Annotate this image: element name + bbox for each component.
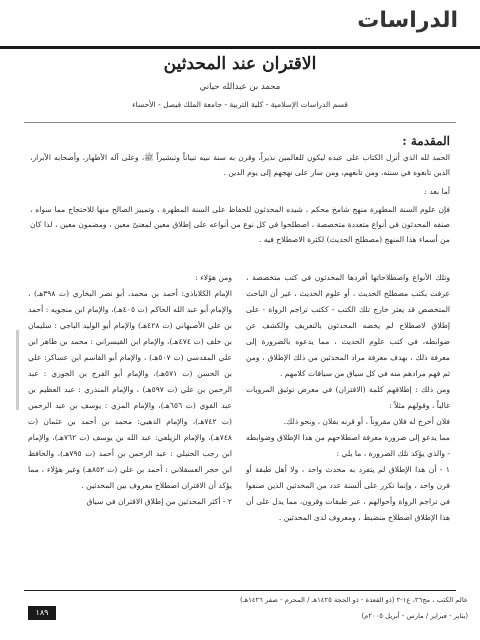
scan-edge-mark (16, 330, 19, 410)
paragraph: ٢ - أكثر المحدثين من إطلاق الاقتران في سياق (86, 497, 232, 506)
column-left (28, 270, 232, 510)
column-right (246, 270, 450, 526)
article-title: الاقتران عند المحدثين (163, 54, 317, 74)
paragraph: فلان أخرج له فلان مقروناً ، أو قرنه بفلان ، ونحو ذلك. (283, 417, 450, 426)
paragraph: وتلك الأنواع واصطلاحاتها أفردها المحدثون في كتب متخصصة ، عرفت بكتب مصطلح الحديث ، أو علوم الحديث ، غير أن الباحث المتخصص قد يعثر خارج تلك الكتب - ككتب تراجم الرواة - على إطلاق لاصطلاح لم يخصه المحدثون بالتعريف والكشف عن ضوابطه، في كتب علوم الحديث ، مما يدعوه بالضرورة إلى معرفة ذلك ، بهدف معرفة مراد المحدثين من ذلك الإطلاق ، ومن ثم فهم مرادهم منه في كل سياق من سياقات كلامهم . (246, 273, 450, 378)
page-number: ١٨٩ (28, 606, 56, 620)
article-author: محمد بن عبدالله حياني (199, 82, 281, 92)
intro-heading: المقدمة : (402, 134, 450, 148)
footer-divider (24, 590, 456, 591)
journal-citation: عالم الكتب ، مج٢٦، ع١-٢ (ذو القعدة - ذو الحجة ١٤٢٥هـ / المحرم - صفر ١٤٢٦هـ) (239, 596, 468, 604)
paragraph: مما يدعو إلى ضرورة معرفة اصطلاحهم من هذا الإطلاق وضوابطه - والذي يؤكد تلك الضرورة ، ما يلي : (246, 433, 450, 458)
paragraph: الإمام الكلاباذي: أحمد بن محمد، أبو نصر البخاري (ت ٣٩٨هـ) ، والإمام أبو عبد الله الحاكم (ت ٤٠٥هـ)، والإمام ابن منجويه : أحمد بن علي الأصبهاني (ت ٤٢٨هـ) والإمام أبو الوليد الباجي : سليمان بن خلف (ت ٤٧٤هـ)، والإمام ابن القيسراني : محمد بن طاهر ابن علي المقدسي (ت ٥٠٧هـ) ، والإمام أبو القاسم ابن عساكر: علي بن الحسن (ت ٥٧١هـ)، والإمام أبو الفرج بن الجوزي : عبد الرحمن بن علي (ت ٥٩٧هـ) ، والإمام المنذري : عبد العظيم بن عبد القوي (ت ٦٥٦هـ)، والإمام المزي : يوسف بن عبد الرحمن (ت ٧٤٢هـ)، والإمام الذهبي: محمد بن أحمد بن عثمان (ت ٧٤٨هـ)، والإمام الزيلعي: عبد الله بن يوسف (ت ٧٦٢هـ)، والإمام ابن رجب الحنبلي : عبد الرحمن بن أحمد (ت ٧٩٥هـ)، والحافظ ابن حجر العسقلاني : أحمد بن علي (ت ٨٥٢هـ) وغير هؤلاء ، مما يؤكد أن الاقتران اصطلاح معروف بين المحدثين . (28, 289, 233, 490)
section-title: الدراسات (357, 8, 458, 33)
journal-date: (يناير - فبراير / مارس - أبريل ٢٠٠٥م) (361, 612, 468, 620)
section-header (0, 4, 480, 49)
paragraph: ومن ذلك : إطلاقهم كلمة (الاقتران) في معرض توثيق المرويات غالباً ، وقولهم مثلاً : (246, 385, 450, 410)
paragraph: ١ - أن هذا الإطلاق لم يتفرد به محدث واحد ، ولا أهل طبقة أو قرن واحد ، وإنما تكرر على ألسنة عدد من المحدثين الذين صنفوا في تراجم الرواة وأحوالهم ، عبر طبقات وقرون، مما يدل على أن هذا الإطلاق اصطلاح منضبط ، ومعروف لدى المحدثين . (246, 465, 450, 522)
paragraph: ومن هؤلاء : (195, 273, 232, 282)
divider (24, 122, 456, 123)
intro-paragraph-2: أما بعد : (424, 187, 450, 196)
page-footer (0, 590, 480, 636)
author-affiliation: قسم الدراسات الإسلامية - كلية التربية - جامعة الملك فيصل - الأحساء (132, 100, 348, 109)
intro-paragraph-1: الحمد لله الذي أنزل الكتاب على عبده ليكون للعالمين نذيراً، وقرن به سنة نبيه تبياناً وتبشيراً ﷺ، وعلى آله الأطهار، وأصحابه الأبرار، الذين تابعوه في سنته، ومن تابعهم، ومن سار على نهجهم إلى يوم الدين . (30, 153, 450, 177)
intro-paragraph-3: فإن علوم السنة المطهرة منهج شامخ محكم ، شيده المحدثون للحفاظ على السنة المطهرة ، وتمييز الصالح منها للاحتجاج مما سواه ، صنفه المحدثون في أنواع متعددة متخصصة ، اصطلحوا في كل نوع من أنواعه على إطلاق معين لمعنىً معين ، ومضمون معين ، لذا كان من أسماء هذا المنهج (مصطلح الحديث) لكثرة الاصطلاح فيه . (30, 205, 450, 244)
